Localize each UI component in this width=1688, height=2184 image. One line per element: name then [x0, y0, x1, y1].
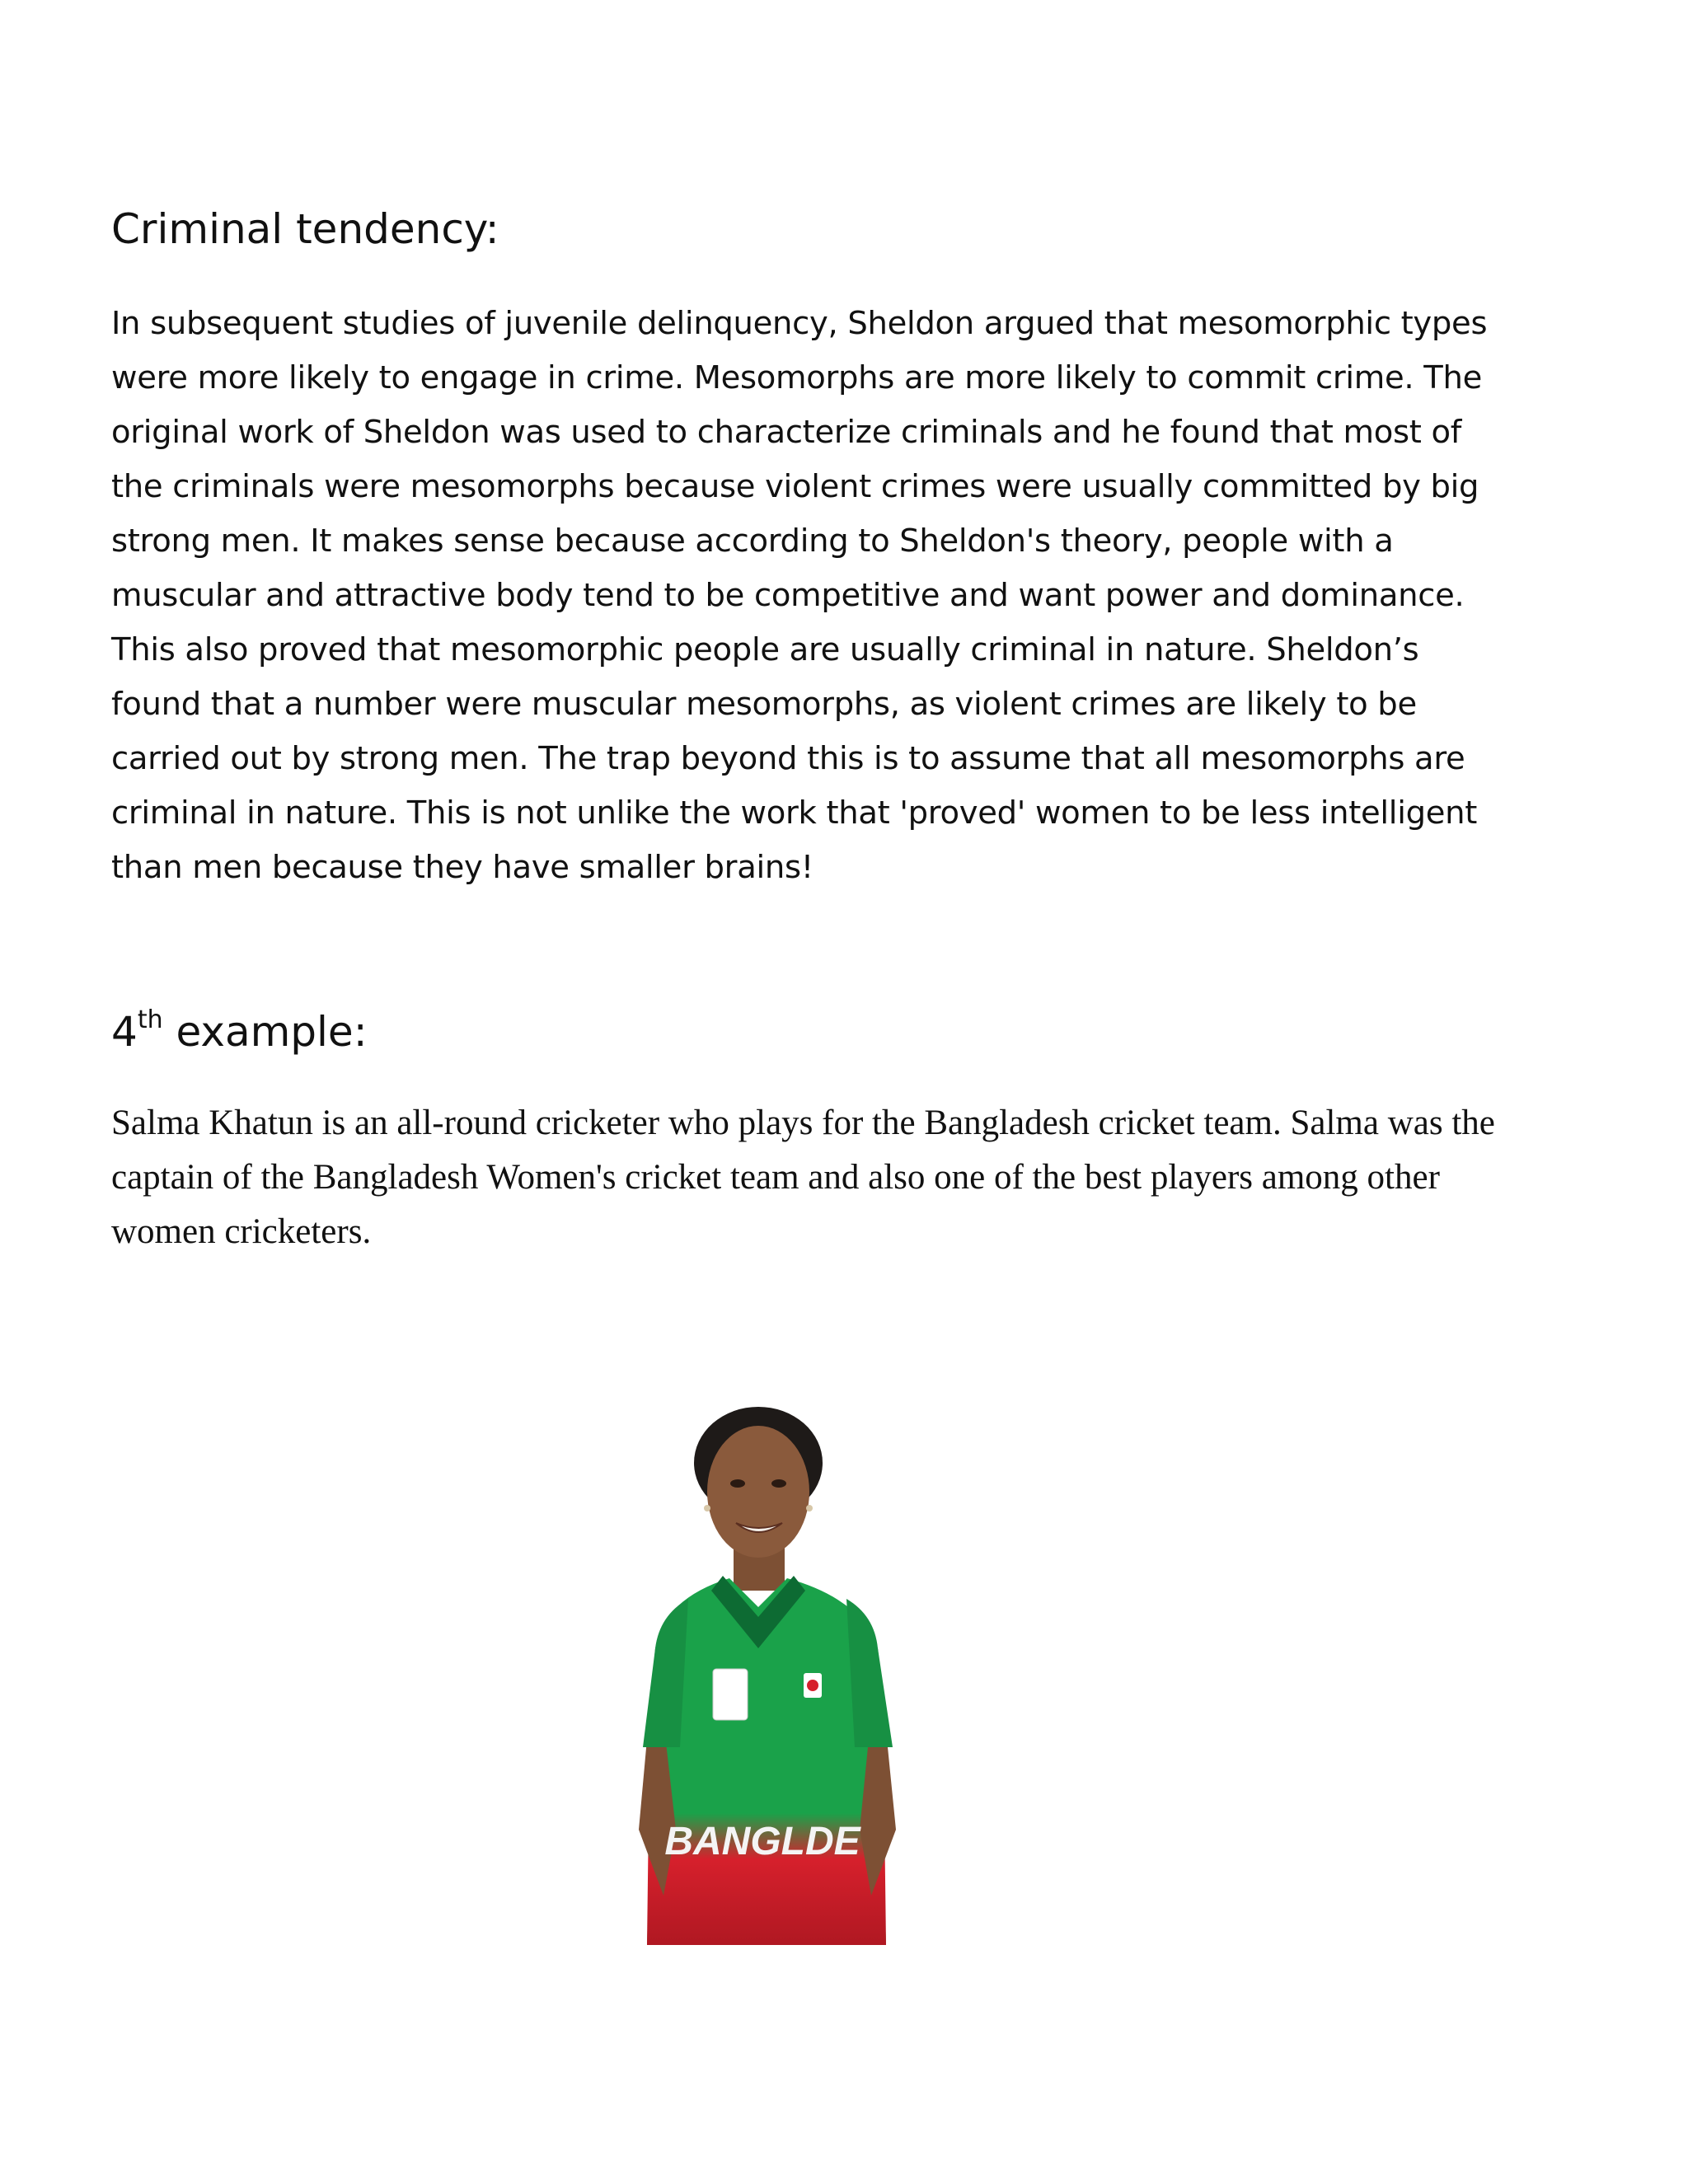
heading-text: example: [162, 1008, 368, 1056]
example-paragraph: Salma Khatun is an all-round cricketer who plays for the Bangladesh cricket team. Salma was the captain of the Bangladesh Women's cricket team and also one of the best players among other women cricketers. [111, 1104, 1495, 1251]
face-shape [707, 1426, 809, 1558]
cricketer-illustration [631, 1401, 903, 1945]
heading-ordinal-suffix: th [137, 1005, 163, 1034]
heading-number: 4 [111, 1008, 138, 1056]
section-heading-example [111, 1007, 368, 1057]
jersey-text: BANGLDE [664, 1820, 860, 1863]
section-heading-criminal-tendency: Criminal tendency: [111, 205, 499, 253]
cricketer-photo [631, 1401, 903, 1945]
tournament-badge [713, 1669, 748, 1720]
criminal-tendency-paragraph: In subsequent studies of juvenile delinquency, Sheldon argued that mesomorphic types were more likely to engage in crime. Mesomorphs are more likely to commit crime. The original work of Sheldon was used to characterize criminals and he found that most of the criminals were mesomorphs because violent crimes were usually committed by big strong men. It makes sense because according to Sheldon's theory, people with a muscular and attractive body tend to be competitive and want power and dominance. This also proved that mesomorphic people are usually criminal in nature. Sheldon’s found that a number were muscular mesomorphs, as violent crimes are likely to be carried out by strong men. The trap beyond this is to assume that all mesomorphs are criminal in nature. This is not unlike the work that 'proved' women to be less intelligent than men because they have smaller brains! [111, 305, 1488, 886]
